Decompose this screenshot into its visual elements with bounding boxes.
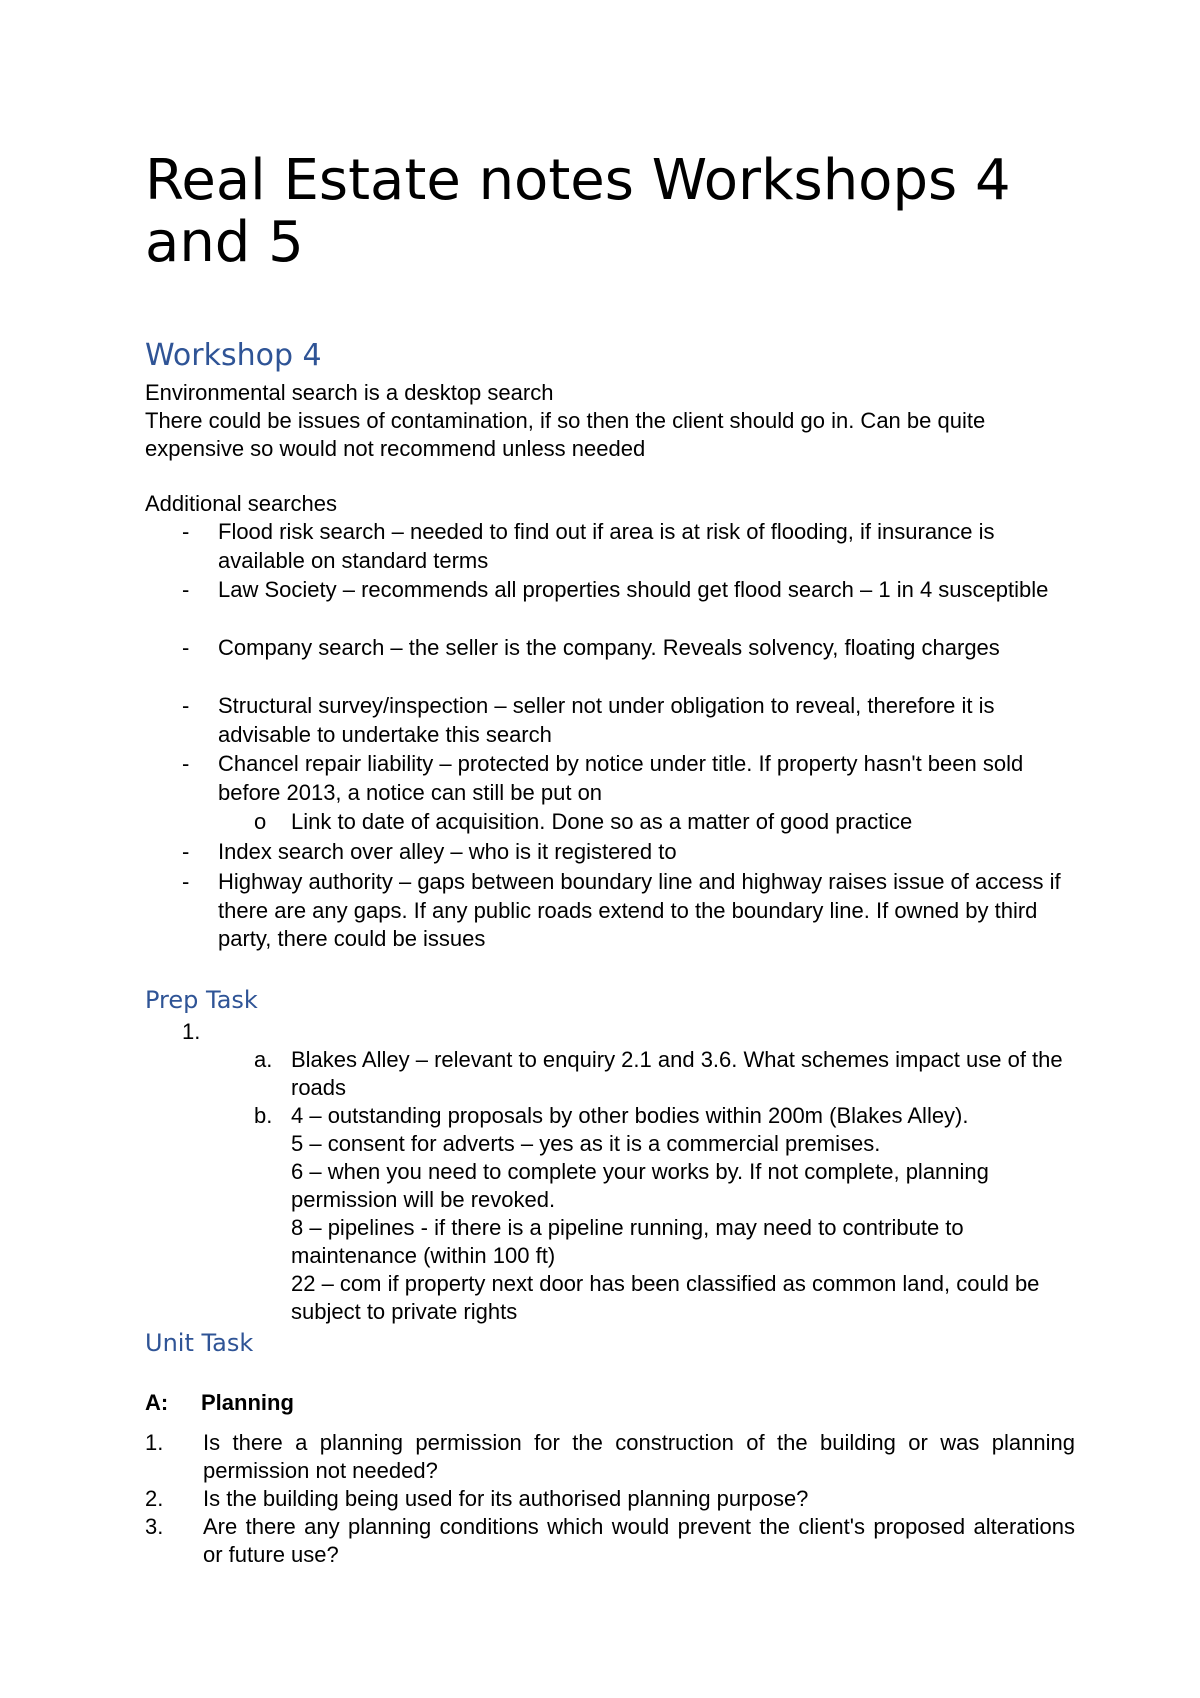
list-item-text: Highway authority – gaps between boundary line and highway raises issue of access if there are any gaps. If any public roads extend to the boundary line. If owned by third party, there could be issues (218, 869, 1061, 951)
list-item (145, 634, 1075, 663)
list-item (145, 692, 1075, 749)
paragraph-contamination: There could be issues of contamination, if so then the client should go in. Can be quite expensive so would not recommend unless needed (145, 408, 986, 461)
question-number: 3. (145, 1514, 164, 1539)
list-item (145, 518, 1075, 575)
list-item-text (291, 1102, 1075, 1326)
question-item (145, 1513, 1075, 1569)
list-item-text: Link to date of acquisition. Done so as a matter of good practice (291, 809, 913, 834)
list-letter: a. (254, 1047, 273, 1072)
enquiry-line: 5 – consent for adverts – yes as it is a commercial premises. (291, 1131, 881, 1156)
enquiry-line: 4 – outstanding proposals by other bodies within 200m (Blakes Alley). (291, 1103, 969, 1128)
list-item (145, 576, 1075, 605)
list-item-text: Index search over alley – who is it registered to (218, 839, 677, 864)
question-number: 2. (145, 1486, 164, 1511)
question-text: Is there a planning permission for the construction of the building or was planning permission not needed? (203, 1430, 1075, 1483)
list-item (145, 868, 1075, 954)
question-text: Is the building being used for its authorised planning purpose? (203, 1486, 809, 1511)
list-item-text: Law Society – recommends all properties should get flood search – 1 in 4 susceptible (218, 577, 1049, 602)
question-text: Are there any planning conditions which would prevent the client's proposed alterations or future use? (203, 1514, 1075, 1567)
list-item (145, 838, 1075, 867)
heading-unit-task: Unit Task (145, 1329, 254, 1357)
section-letter: A: (145, 1390, 169, 1415)
bullet-mark: - (182, 751, 190, 776)
sub-bullet-mark: o (254, 809, 267, 834)
additional-searches-label: Additional searches (145, 491, 338, 516)
sub-list-item (145, 808, 1075, 836)
bullet-mark: - (182, 635, 190, 660)
list-number: 1. (182, 1019, 201, 1044)
section-title: Planning (201, 1390, 294, 1415)
document-title: Real Estate notes Workshops 4 and 5 (145, 148, 1011, 275)
section-heading-planning (145, 1389, 294, 1417)
lettered-item-a (145, 1046, 1075, 1102)
enquiry-line: 6 – when you need to complete your works by. If not complete, planning permission will be revoked. (291, 1159, 989, 1212)
question-item (145, 1429, 1075, 1485)
bullet-mark: - (182, 519, 190, 544)
bullet-mark: - (182, 869, 190, 894)
lettered-item-b (145, 1102, 1075, 1326)
list-item-text: Chancel repair liability – protected by notice under title. If property hasn't been sold before 2013, a notice can still be put on (218, 751, 1024, 805)
bullet-mark: - (182, 693, 190, 718)
list-item-text: Blakes Alley – relevant to enquiry 2.1 and 3.6. What schemes impact use of the roads (291, 1047, 1063, 1100)
paragraph-environmental: Environmental search is a desktop search (145, 380, 554, 405)
question-number: 1. (145, 1430, 164, 1455)
heading-prep-task: Prep Task (145, 986, 258, 1014)
heading-workshop-4: Workshop 4 (145, 338, 322, 373)
enquiry-line: 22 – com if property next door has been classified as common land, could be subject to private rights (291, 1271, 1040, 1324)
enquiry-line: 8 – pipelines - if there is a pipeline running, may need to contribute to maintenance (within 100 ft) (291, 1215, 964, 1268)
list-item-text: Structural survey/inspection – seller not under obligation to reveal, therefore it is advisable to undertake this search (218, 693, 995, 747)
question-item (145, 1485, 1075, 1513)
list-letter: b. (254, 1103, 273, 1128)
list-item-text: Flood risk search – needed to find out if area is at risk of flooding, if insurance is available on standard terms (218, 519, 995, 573)
list-item-text: Company search – the seller is the company. Reveals solvency, floating charges (218, 635, 1000, 660)
bullet-mark: - (182, 577, 190, 602)
bullet-mark: - (182, 839, 190, 864)
list-item (145, 750, 1075, 807)
